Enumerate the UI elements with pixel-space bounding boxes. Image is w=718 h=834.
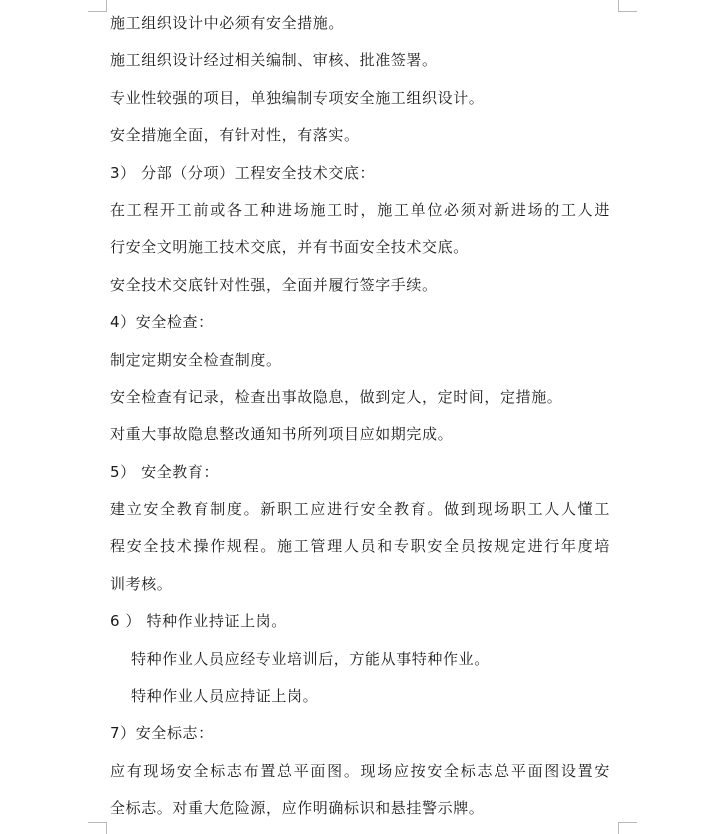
- paragraph-line: 程安全技术操作规程。施工管理人员和专职安全员按规定进行年度培: [110, 537, 610, 556]
- paragraph-line: 全标志。对重大危险源，应作明确标识和悬挂警示牌。: [110, 799, 485, 818]
- paragraph-line: 在工程开工前或各工种进场施工时，施工单位必须对新进场的工人进: [110, 200, 610, 219]
- paragraph-line: 行安全文明施工技术交底，并有书面安全技术交底。: [110, 238, 469, 257]
- paragraph-line: 建立安全教育制度。新职工应进行安全教育。做到现场职工人人懂工: [110, 500, 610, 519]
- paragraph-line: 安全技术交底针对性强，全面并履行签字手续。: [110, 275, 438, 294]
- paragraph-line: 训考核。: [110, 574, 173, 593]
- paragraph-line: 专业性较强的项目，单独编制专项安全施工组织设计。: [110, 88, 485, 107]
- section-heading: 6 ） 特种作业持证上岗。: [110, 612, 287, 631]
- paragraph-line: 施工组织设计经过相关编制、审核、批准签署。: [110, 51, 438, 70]
- paragraph-line: 制定定期安全检查制度。: [110, 350, 282, 369]
- paragraph-line: 特种作业人员应经专业培训后，方能从事特种作业。: [131, 649, 490, 668]
- section-heading: 7）安全标志：: [110, 724, 214, 743]
- margin-mark-bottom-left-h: [88, 822, 106, 823]
- paragraph-line: 安全检查有记录，检查出事故隐息，做到定人，定时间，定措施。: [110, 387, 563, 406]
- margin-mark-bottom-right: [618, 822, 637, 834]
- section-heading: 5） 安全教育：: [110, 462, 220, 481]
- margin-mark-top-right-h: [619, 11, 637, 12]
- section-heading: 4）安全检查：: [110, 313, 214, 332]
- section-heading: 3） 分部（分项）工程安全技术交底：: [110, 163, 376, 182]
- margin-mark-bottom-left: [88, 822, 107, 834]
- document-body: [110, 10, 610, 833]
- paragraph-line: 对重大事故隐息整改通知书所列项目应如期完成。: [110, 425, 454, 444]
- paragraph-line: 安全措施全面，有针对性，有落实。: [110, 126, 360, 145]
- paragraph-line: 应有现场安全标志布置总平面图。现场应按安全标志总平面图设置安: [110, 761, 610, 780]
- paragraph-line: 施工组织设计中必须有安全措施。: [110, 14, 345, 32]
- margin-mark-top-left-h: [88, 11, 106, 12]
- paragraph-line: 特种作业人员应持证上岗。: [131, 687, 319, 706]
- margin-mark-bottom-right-h: [619, 822, 637, 823]
